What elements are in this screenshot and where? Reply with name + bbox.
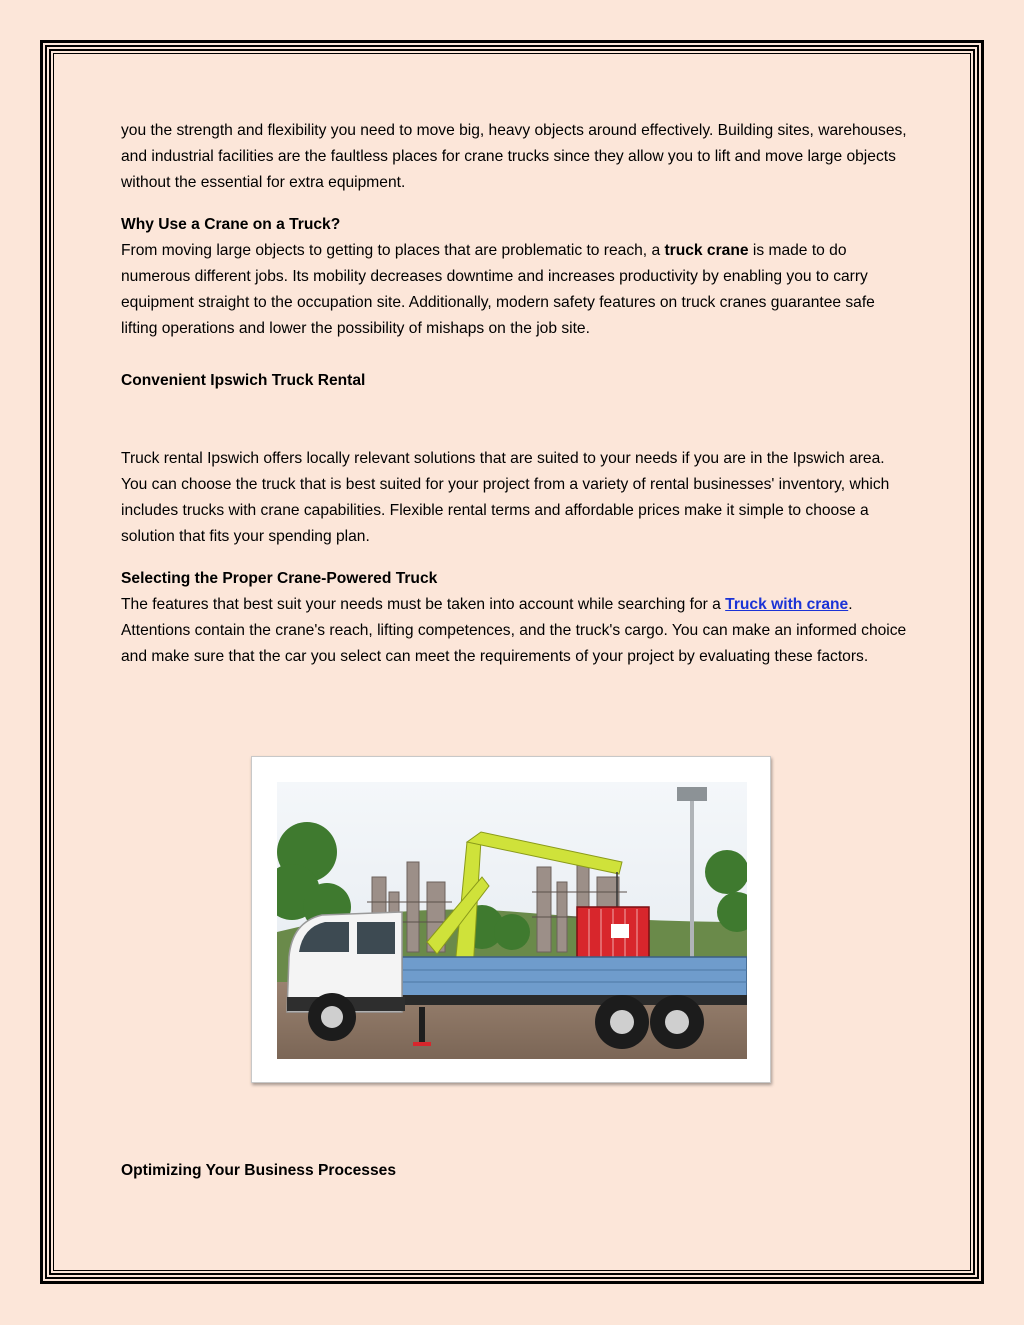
selecting-paragraph: The features that best suit your needs must be taken into account while searching for a Truck with crane. Attentions contain the crane's reach, lifting competences, and the truck's cargo. You can make an informed choice and make sure that the car you select can meet the requirements of your project by evaluating these factors.	[121, 596, 907, 665]
why-heading: Why Use a Crane on a Truck?	[121, 216, 341, 233]
selecting-heading: Selecting the Proper Crane-Powered Truck	[121, 570, 438, 587]
truck-crane-photo	[277, 782, 747, 1059]
truck-with-crane-link[interactable]: Truck with crane	[725, 596, 849, 613]
intro-paragraph: you the strength and flexibility you need to move big, heavy objects around effectively. Building sites, warehouses, and industrial facilities are the faultless places for crane trucks since they allow you to lift and move large objects without the essential for extra equipment.	[121, 122, 907, 191]
document-body	[121, 118, 911, 670]
rental-heading: Convenient Ipswich Truck Rental	[121, 372, 366, 389]
why-paragraph: From moving large objects to getting to places that are problematic to reach, a truck crane is made to do numerous different jobs. Its mobility decreases downtime and increases productivity by enabling you to carry equipment straight to the occupation site. Additionally, modern safety features on truck cranes guarantee safe lifting operations and lower the possibility of mishaps on the job site.	[121, 242, 875, 337]
truck-photo-frame	[251, 756, 771, 1083]
truck-crane-bold: truck crane	[664, 242, 749, 259]
rental-paragraph: Truck rental Ipswich offers locally relevant solutions that are suited to your needs if you are in the Ipswich area. You can choose the truck that is best suited for your project from a variety of rental businesses' inventory, which includes trucks with crane capabilities. Flexible rental terms and affordable prices make it simple to choose a solution that fits your spending plan.	[121, 450, 890, 545]
optimizing-heading: Optimizing Your Business Processes	[121, 1162, 396, 1179]
